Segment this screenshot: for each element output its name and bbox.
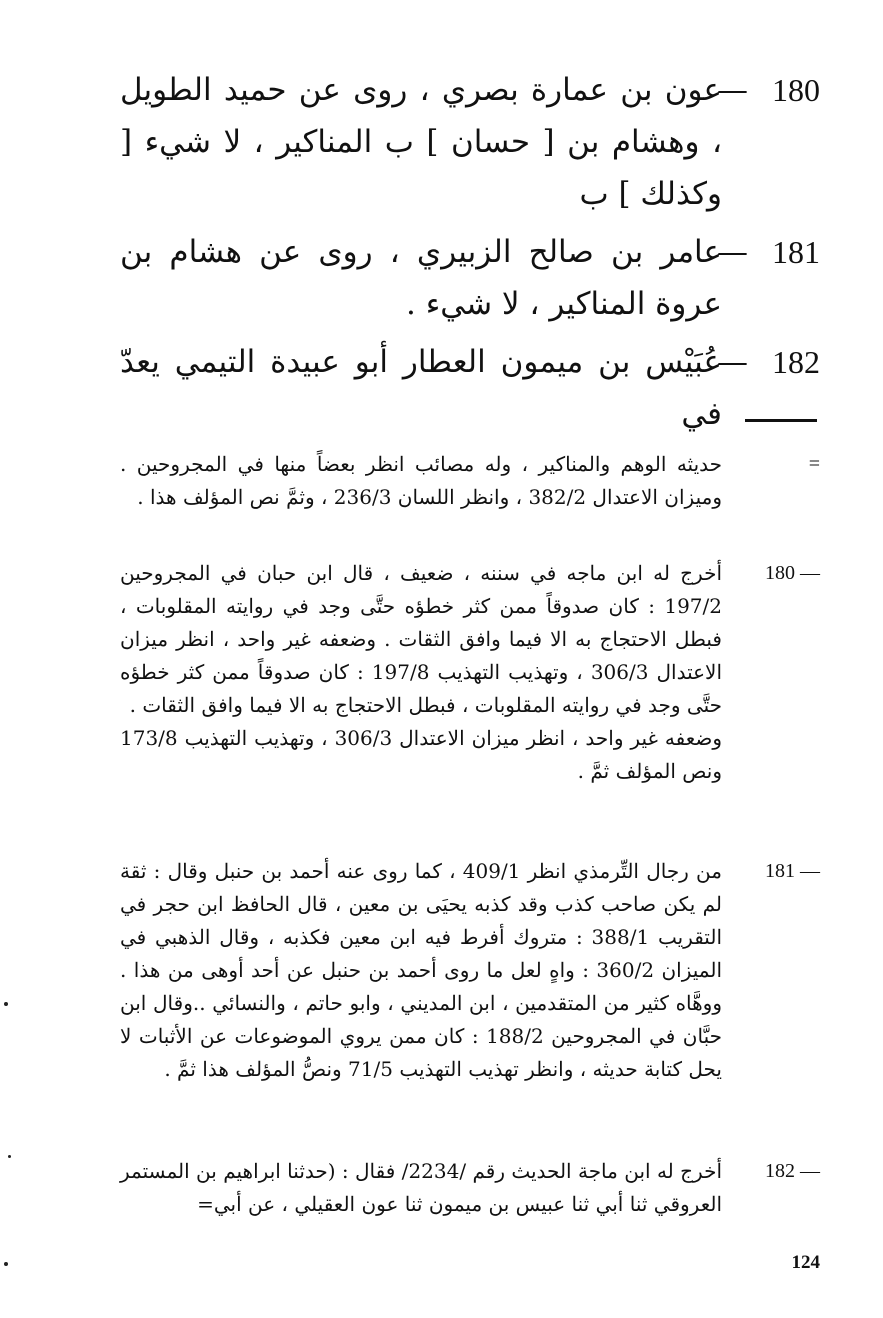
entry-dash: —	[717, 344, 748, 380]
footnote-continuation	[120, 448, 820, 514]
entry-dash: —	[717, 234, 748, 270]
scan-speck	[8, 1155, 11, 1158]
scan-speck	[4, 1262, 8, 1266]
footnote-marker: 181 —	[765, 860, 820, 882]
footnote-divider	[745, 419, 817, 422]
footnote-182	[120, 1155, 820, 1221]
footnote-text: من رجال التِّرمذي انظر 409/1 ، كما روى عنه أحمد بن حنبل وقال : ثقة لم يكن صاحب كذب وقد كذبه يحيَى بن معين ، قال الحافظ ابن حجر في التقريب 388/1 : متروك أفرط فيه ابن معين فكذبه ، وقال الذهبي في الميزان 360/2 : واهٍ لعل ما روى أحمد بن حنبل عن أحد أوهى من هذا . ووهَّاه كثير من المتقدمين ، ابن المديني ، وابو حاتم ، والنسائي ..وقال ابن حبَّان في المجروحين 188/2 : كان ممن يروي الموضوعات عن الأثبات لا يحل كتابة حديثه ، وانظر تهذيب التهذيب 71/5 ونصُّ المؤلف هذا ثمَّ .	[120, 859, 723, 1081]
footnote-text: أخرج له ابن ماجه في سننه ، ضعيف ، قال ابن حبان في المجروحين 197/2 : كان صدوقاً ممن كثر خطؤه حتَّى وجد في روايته المقلوبات ، فبطل الاحتجاج به الا فيما وافق الثقات . وضعفه غير واحد ، انظر ميزان الاعتدال 306/3 ، وتهذيب التهذيب 197/8 : كان صدوقاً ممن كثر خطؤه حتَّى وجد في روايته المقلوبات ، فبطل الاحتجاج به الا فيما وافق الثقات .	[120, 561, 723, 717]
entry-dash: —	[717, 72, 748, 108]
footnote-text-paragraph: وضعفه غير واحد ، انظر ميزان الاعتدال 306/3 ، وتهذيب التهذيب 173/8 ونص المؤلف ثمَّ .	[120, 726, 722, 783]
entry-181	[120, 226, 820, 330]
entry-text: عون بن عمارة بصري ، روى عن حميد الطويل ، وهشام بن [ حسان ] ب المناكير ، لا شيء [ وكذلك ] ب	[120, 72, 722, 212]
scan-speck	[4, 1002, 8, 1006]
footnote-marker: 182 —	[765, 1160, 820, 1182]
entry-text: عامر بن صالح الزبيري ، روى عن هشام بن عروة المناكير ، لا شيء .	[120, 234, 722, 322]
entry-number: 182	[772, 344, 820, 380]
footnote-marker: =	[808, 453, 820, 475]
footnote-marker: 180 —	[765, 562, 820, 584]
footnote-text: أخرج له ابن ماجة الحديث رقم /2234/ فقال : (حدثنا ابراهيم بن المستمر العروقي ثنا أبي ثنا عبيس بن ميمون ثنا عون العقيلي ، عن أبي=	[120, 1159, 722, 1216]
entry-number: 180	[772, 72, 820, 108]
footnote-text: حديثه الوهم والمناكير ، وله مصائب انظر بعضاً منها في المجروحين . وميزان الاعتدال 382/2 ، وانظر اللسان 236/3 ، وثمَّ نص المؤلف هذا .	[120, 452, 722, 509]
entry-text: عُبَيْس بن ميمون العطار أبو عبيدة التيمي يعدّ في	[120, 344, 722, 432]
entry-number: 181	[772, 234, 820, 270]
page-number: 124	[791, 1252, 820, 1273]
entry-180	[120, 64, 820, 220]
footnote-181	[120, 855, 820, 1086]
entry-182	[120, 336, 820, 440]
footnote-180	[120, 557, 820, 788]
